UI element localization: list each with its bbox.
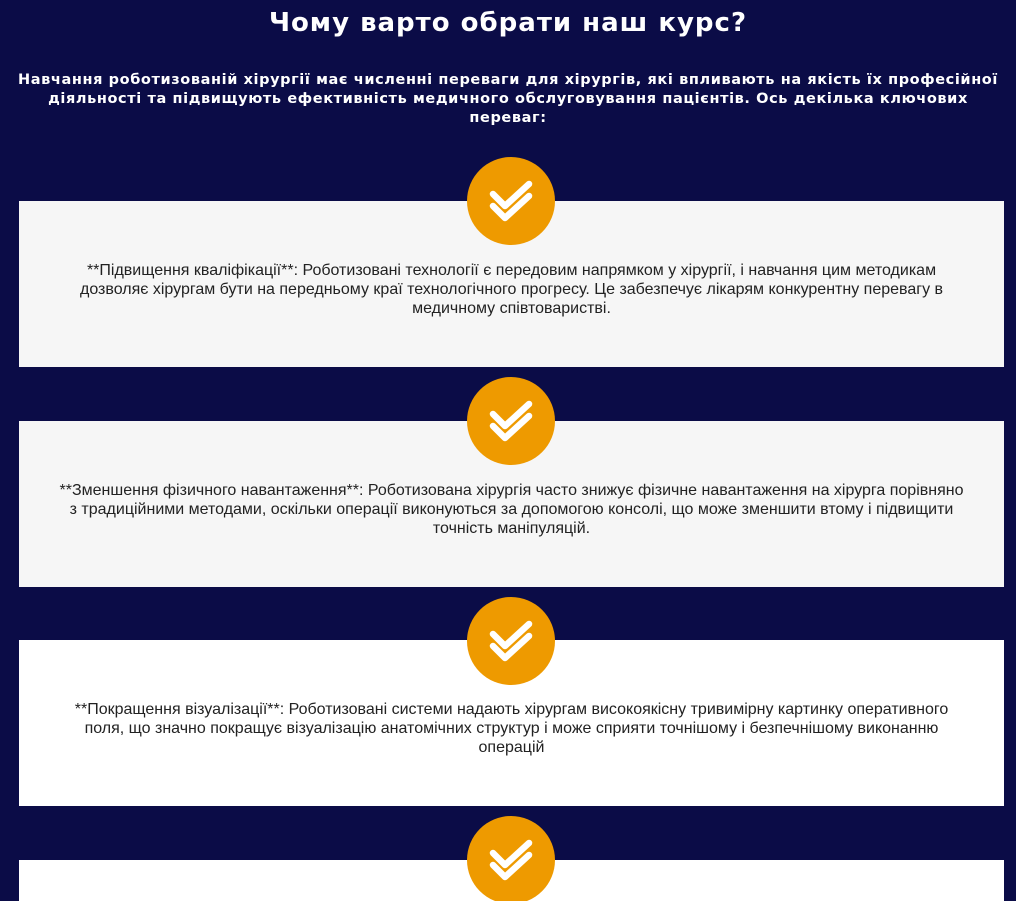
benefit-text: **Зменшення фізичного навантаження**: Роботизована хірургія часто знижує фізичне навантаження на хірурга порівняно з традиційними методами, оскільки операції виконуються за допомогою консолі, що може зменшити втому і підвищити точність маніпуляцій.: [59, 481, 964, 537]
benefit-text: **Покращення візуалізації**: Роботизовані системи надають хірургам високоякісну тривимірну картинку оперативного поля, що значно покращує візуалізацію анатомічних структур і може сприяти точнішому і безпечнішому виконанню операцій: [74, 700, 949, 756]
double-check-icon: [467, 597, 555, 685]
double-check-icon: [467, 816, 555, 901]
double-check-glyph: [488, 839, 534, 881]
double-check-glyph: [488, 400, 534, 442]
double-check-icon: [467, 157, 555, 245]
section-intro: Навчання роботизованій хірургії має численні переваги для хірургів, які впливають на якість їх професійної діяльності та підвищують ефективність медичного обслуговування пацієнтів. Ось декілька ключових переваг:: [18, 72, 998, 126]
double-check-glyph: [488, 620, 534, 662]
section-title: Чому варто обрати наш курс?: [268, 8, 748, 38]
double-check-icon: [467, 377, 555, 465]
double-check-glyph: [488, 180, 534, 222]
benefit-text: **Підвищення кваліфікації**: Роботизовані технології є передовим напрямком у хірургії, і навчання цим методикам дозволяє хірургам бути на передньому краї технологічного прогресу. Це забезпечує лікарям конкурентну перевагу в медичному співтоваристві.: [79, 261, 944, 317]
